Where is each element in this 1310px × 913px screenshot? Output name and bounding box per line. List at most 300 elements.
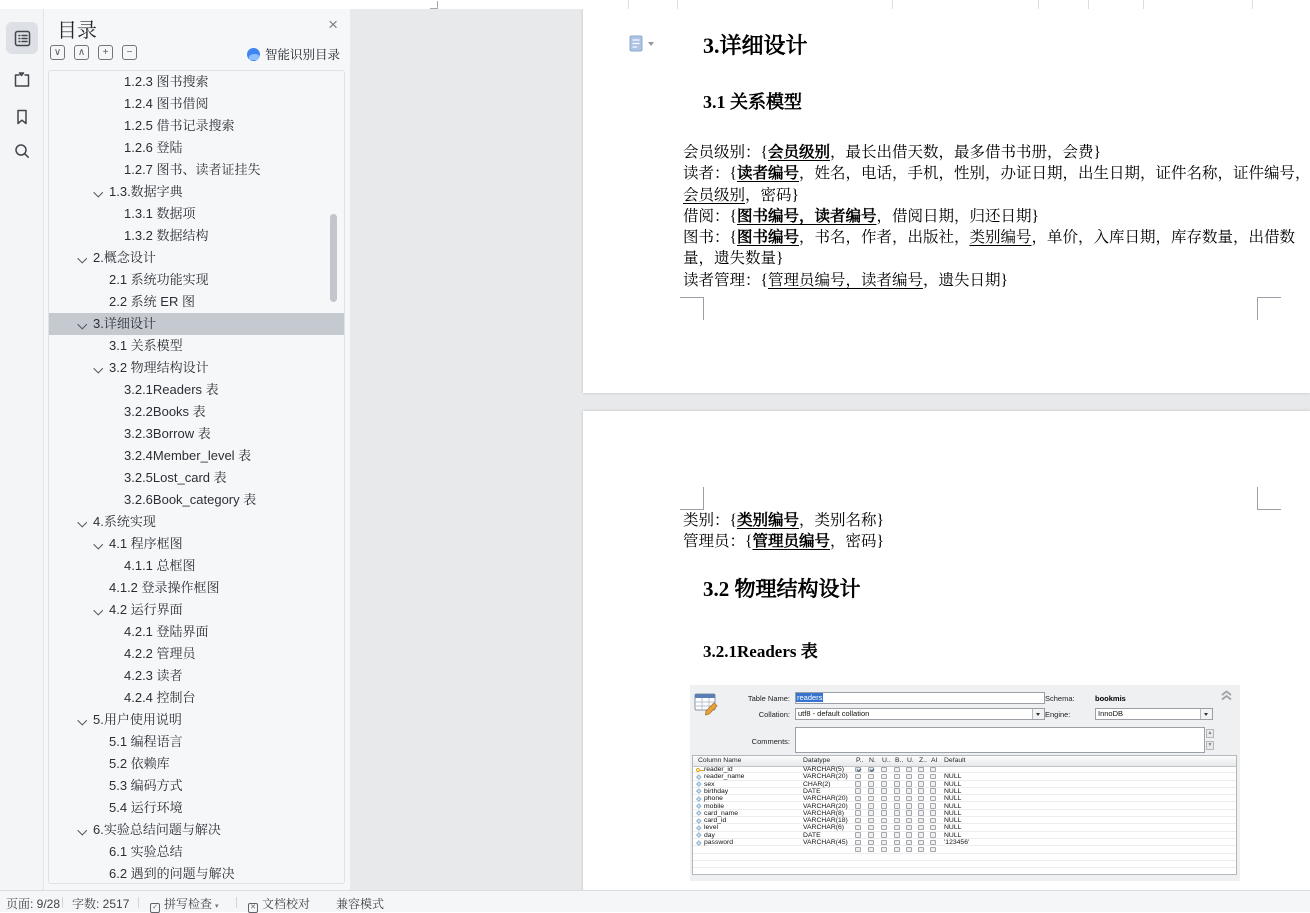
grid-cell-name: phone — [704, 795, 723, 803]
toc-item-label: 3.2.3Borrow 表 — [124, 426, 211, 441]
column-diamond-icon — [696, 818, 701, 823]
relation-model-paragraph-2 — [683, 510, 884, 553]
grid-cell-datatype: VARCHAR(8) — [803, 809, 845, 817]
scroll-down-icon: ▼ — [1207, 742, 1213, 748]
toc-item-label: 5.4 运行环境 — [109, 800, 183, 815]
collation-dropdown: utf8 - default collation — [795, 708, 1045, 720]
grid-checkbox — [906, 810, 912, 816]
workbench-screenshot-image[interactable] — [690, 685, 1240, 881]
ribbon-separator — [677, 0, 678, 9]
ribbon-separator — [1088, 0, 1089, 9]
toc-item[interactable] — [49, 71, 344, 93]
bookmark-panel-button[interactable] — [6, 101, 38, 133]
toc-item-label: 1.3.1 数据项 — [124, 206, 196, 221]
grid-checkbox — [881, 810, 887, 816]
doc-proof-icon: ✕ — [248, 903, 258, 913]
grid-row — [693, 846, 1236, 853]
toc-item-label: 2.1 系统功能实现 — [109, 272, 209, 287]
grid-checkbox — [855, 810, 861, 816]
text-boundary-mark — [680, 487, 704, 510]
toc-item[interactable] — [49, 335, 344, 357]
grid-checkbox — [918, 840, 924, 846]
toc-item-label: 6.1 实验总结 — [109, 844, 183, 859]
caret-down-icon: ▾ — [215, 903, 219, 910]
grid-header-cell: Default — [944, 757, 966, 764]
toc-item-label: 5.2 依赖库 — [109, 756, 170, 771]
grid-row — [693, 803, 1236, 810]
caret-down-icon — [648, 42, 654, 46]
grid-checkbox — [918, 788, 924, 794]
grid-checkbox — [906, 847, 912, 853]
grid-checkbox — [868, 767, 874, 773]
toc-item[interactable] — [49, 489, 344, 511]
grid-checkbox — [906, 832, 912, 838]
grid-checkbox — [881, 847, 887, 853]
grid-checkbox — [930, 781, 936, 787]
toc-item[interactable] — [49, 247, 344, 269]
grid-checkbox — [881, 825, 887, 831]
grid-checkbox — [868, 803, 874, 809]
toc-item[interactable] — [49, 159, 344, 181]
grid-cell-default: NULL — [944, 817, 962, 825]
grid-checkbox — [894, 847, 900, 853]
grid-cell-datatype: CHAR(2) — [803, 780, 831, 788]
grid-cell-name: password — [704, 839, 734, 846]
text-line: 读者：{读者编号，姓名，电话，手机，性别，办证日期，出生日期，证件名称，证件编号， — [683, 165, 1310, 183]
toc-item[interactable] — [49, 445, 344, 467]
grid-checkbox — [906, 803, 912, 809]
toc-item-label: 5.用户使用说明 — [93, 712, 182, 727]
column-diamond-icon — [696, 811, 701, 816]
toc-item[interactable] — [49, 533, 344, 555]
grid-cell-default: NULL — [944, 795, 962, 803]
grid-checkbox — [918, 781, 924, 787]
page-indicator: 页面: 9/28 — [6, 897, 61, 911]
grid-checkbox — [868, 840, 874, 846]
grid-checkbox — [906, 767, 912, 773]
grid-cell-name: reader_id — [704, 766, 733, 773]
column-diamond-icon — [696, 832, 701, 837]
heading-anchor-button[interactable] — [629, 35, 659, 53]
toc-item-label: 3.详细设计 — [93, 316, 156, 331]
doc-proof-button[interactable]: ✕ 文档校对 — [248, 895, 310, 912]
grid-checkbox — [894, 788, 900, 794]
grid-cell-name: mobile — [704, 802, 725, 810]
text-line: 图书：{图书编号，书名，作者，出版社，类别编号，单价，入库日期，库存数量，出借数 — [683, 229, 1296, 247]
toc-item-label: 5.1 编程语言 — [109, 734, 183, 749]
grid-row — [693, 810, 1236, 817]
grid-checkbox — [918, 825, 924, 831]
toc-item[interactable] — [49, 819, 344, 841]
ruler-corner-mark — [430, 1, 438, 9]
grid-checkbox — [930, 767, 936, 773]
toc-item[interactable] — [49, 93, 344, 115]
grid-checkbox — [918, 774, 924, 780]
toc-item[interactable] — [49, 775, 344, 797]
toc-item-label: 1.2.3 图书搜索 — [124, 74, 209, 89]
toc-item[interactable] — [49, 203, 344, 225]
toc-item-label: 3.2.2Books 表 — [124, 404, 206, 419]
toc-item-label: 2.概念设计 — [93, 250, 156, 265]
toc-item-label: 4.1.2 登录操作框图 — [109, 580, 220, 595]
document-workspace — [350, 9, 1310, 906]
grid-checkbox — [930, 796, 936, 802]
toc-item-label: 6.实验总结问题与解决 — [93, 822, 221, 837]
bookmark-icon — [13, 108, 31, 126]
text-line: 量，遗失数量} — [683, 250, 784, 268]
grid-checkbox — [918, 767, 924, 773]
toc-item[interactable] — [49, 731, 344, 753]
grid-checkbox — [918, 832, 924, 838]
toc-item[interactable] — [49, 115, 344, 137]
grid-cell-default: NULL — [944, 780, 962, 788]
grid-cell-name: reader_name — [704, 773, 745, 781]
grid-header-cell: U. — [907, 757, 914, 764]
chevron-down-icon[interactable] — [78, 518, 87, 527]
grid-checkbox — [906, 781, 912, 787]
text-line: 借阅：{图书编号，读者编号，借阅日期，归还日期} — [683, 207, 1039, 225]
grid-cell-default: NULL — [944, 773, 962, 781]
engine-label: Engine: — [1045, 710, 1071, 719]
toc-item-label: 4.2 运行界面 — [109, 602, 183, 617]
grid-cell-datatype: VARCHAR(20) — [803, 802, 848, 810]
chevron-down-icon[interactable] — [94, 540, 103, 549]
table-name-label: Table Name: — [747, 694, 790, 703]
grid-checkbox — [894, 767, 900, 773]
status-bar — [0, 890, 1310, 912]
toc-item-label: 3.2.6Book_category 表 — [124, 492, 257, 507]
toc-item-label: 3.2 物理结构设计 — [109, 360, 209, 375]
grid-row — [693, 795, 1236, 802]
grid-cell-name: birthday — [704, 787, 729, 795]
grid-cell-name: card_id — [704, 817, 727, 825]
comments-textarea — [795, 727, 1205, 753]
toc-item-label: 1.3.2 数据结构 — [124, 228, 209, 243]
word-count: 字数: 2517 — [72, 897, 130, 911]
toc-item[interactable] — [49, 181, 344, 203]
grid-checkbox — [894, 840, 900, 846]
comments-label: Comments: — [751, 737, 790, 746]
schema-label: Schema: — [1045, 694, 1075, 703]
grid-checkbox — [906, 774, 912, 780]
grid-checkbox — [894, 803, 900, 809]
grid-row — [693, 868, 1236, 875]
grid-header-cell: Datatype — [803, 757, 831, 764]
grid-checkbox — [930, 847, 936, 853]
toc-item[interactable] — [49, 379, 344, 401]
grid-checkbox — [906, 825, 912, 831]
grid-checkbox — [855, 767, 861, 773]
expand-next-button[interactable]: ∨ — [50, 45, 65, 60]
chevron-down-icon[interactable] — [78, 320, 87, 329]
grid-checkbox — [894, 825, 900, 831]
grid-checkbox — [881, 818, 887, 824]
toc-item[interactable] — [49, 687, 344, 709]
grid-row — [693, 861, 1236, 868]
grid-row — [693, 824, 1236, 831]
grid-checkbox — [918, 818, 924, 824]
grid-cell-default: NULL — [944, 831, 962, 839]
toc-item-label: 3.1 关系模型 — [109, 338, 183, 353]
ribbon-separator — [1143, 0, 1144, 9]
grid-row — [693, 788, 1236, 795]
grid-header-cell: AI — [931, 757, 938, 764]
grid-checkbox — [906, 788, 912, 794]
grid-row — [693, 817, 1236, 824]
chevron-down-icon[interactable] — [78, 254, 87, 263]
toc-item-label: 3.2.1Readers 表 — [124, 382, 219, 397]
grid-checkbox — [868, 847, 874, 853]
grid-cell-default: NULL — [944, 802, 962, 810]
grid-checkbox — [930, 810, 936, 816]
spell-check-button[interactable]: ✓ 拼写检查 ▾ — [150, 895, 219, 912]
grid-checkbox — [855, 825, 861, 831]
toc-item[interactable] — [49, 137, 344, 159]
grid-cell-datatype: VARCHAR(45) — [803, 839, 848, 846]
search-panel-button[interactable] — [6, 135, 38, 167]
primary-key-icon — [696, 768, 700, 772]
grid-checkbox — [930, 818, 936, 824]
grid-checkbox — [868, 825, 874, 831]
grid-cell-datatype: VARCHAR(5) — [803, 766, 845, 773]
collapse-all-button[interactable]: − — [122, 45, 137, 60]
chevron-down-icon[interactable] — [78, 716, 87, 725]
grid-cell-default: NULL — [944, 824, 962, 832]
toc-item[interactable] — [49, 753, 344, 775]
grid-checkbox — [894, 832, 900, 838]
toc-item-label: 4.2.1 登陆界面 — [124, 624, 209, 639]
column-diamond-icon — [696, 789, 701, 794]
grid-checkbox — [930, 832, 936, 838]
chevron-down-icon[interactable] — [94, 364, 103, 373]
grid-checkbox — [881, 774, 887, 780]
schema-value: bookmis — [1095, 694, 1126, 703]
dropdown-arrow-icon — [1032, 709, 1044, 719]
grid-checkbox — [906, 796, 912, 802]
grid-header-cell: N. — [869, 757, 876, 764]
column-diamond-icon — [696, 825, 701, 830]
toc-sidebar — [44, 9, 350, 890]
toc-item[interactable] — [49, 269, 344, 291]
grid-cell-datatype: VARCHAR(18) — [803, 817, 848, 825]
toc-item[interactable] — [49, 401, 344, 423]
chevron-down-icon[interactable] — [78, 826, 87, 835]
toc-item[interactable] — [49, 313, 344, 335]
toc-scrollbar-thumb[interactable] — [330, 214, 337, 302]
grid-checkbox — [881, 803, 887, 809]
relation-model-paragraph — [683, 142, 1310, 291]
grid-checkbox — [881, 840, 887, 846]
grid-checkbox — [855, 818, 861, 824]
grid-checkbox — [881, 832, 887, 838]
grid-checkbox — [894, 818, 900, 824]
grid-row — [693, 781, 1236, 788]
toc-panel-button[interactable] — [6, 22, 38, 54]
grid-checkbox — [868, 788, 874, 794]
grid-checkbox — [930, 803, 936, 809]
column-diamond-icon — [696, 840, 701, 845]
toc-item[interactable] — [49, 225, 344, 247]
text-line: 会员级别：{会员级别，最长出借天数，最多借书书册，会费} — [683, 144, 1101, 161]
toc-item[interactable] — [49, 357, 344, 379]
toc-item-label: 1.3.数据字典 — [109, 184, 183, 199]
toc-item-label: 4.2.4 控制台 — [124, 690, 196, 705]
grid-cell-datatype: VARCHAR(20) — [803, 795, 848, 803]
grid-checkbox — [930, 840, 936, 846]
toc-item-label: 1.2.7 图书、读者证挂失 — [124, 162, 261, 177]
grid-checkbox — [894, 774, 900, 780]
grid-header-cell: Z.. — [919, 757, 927, 764]
text-line: 读者管理：{管理员编号，读者编号，遗失日期} — [683, 271, 1008, 289]
grid-checkbox — [868, 832, 874, 838]
chapter-nav-button[interactable] — [6, 64, 38, 96]
grid-checkbox — [930, 825, 936, 831]
compat-mode-label: 兼容模式 — [336, 897, 385, 911]
chapter-flag-icon — [12, 70, 32, 90]
grid-checkbox — [906, 840, 912, 846]
grid-cell-datatype: DATE — [803, 831, 821, 839]
grid-checkbox — [918, 796, 924, 802]
grid-checkbox — [855, 803, 861, 809]
grid-row — [693, 854, 1236, 861]
ribbon-separator — [1252, 0, 1253, 9]
grid-row — [693, 766, 1236, 773]
engine-dropdown: InnoDB — [1095, 708, 1213, 720]
grid-checkbox — [894, 810, 900, 816]
table-name-input — [795, 692, 1045, 704]
spell-check-icon: ✓ — [150, 903, 160, 913]
grid-cell-name: sex — [704, 780, 715, 788]
text-line: 会员级别，密码} — [683, 186, 799, 204]
chevron-down-icon[interactable] — [94, 188, 103, 197]
grid-checkbox — [918, 803, 924, 809]
grid-checkbox — [868, 781, 874, 787]
collapse-prev-button[interactable]: ∧ — [74, 45, 89, 60]
expand-all-button[interactable]: + — [98, 45, 113, 60]
toc-item[interactable] — [49, 511, 344, 533]
grid-header-cell: Column Name — [698, 757, 742, 764]
toc-item[interactable] — [49, 841, 344, 863]
toc-item[interactable] — [49, 423, 344, 445]
smart-toc-icon — [247, 48, 260, 61]
grid-cell-name: card_name — [704, 809, 739, 817]
text-boundary-mark — [1257, 487, 1281, 510]
collapse-panel-icon — [1220, 690, 1233, 701]
toc-item[interactable] — [49, 577, 344, 599]
toc-item[interactable] — [49, 621, 344, 643]
ribbon-bottom-strip — [0, 0, 1310, 9]
toc-item[interactable] — [49, 863, 344, 884]
grid-checkbox — [906, 818, 912, 824]
text-line: 类别：{类别编号，类别名称} — [683, 512, 884, 529]
column-diamond-icon — [696, 781, 701, 786]
grid-header-cell: U.. — [882, 757, 891, 764]
grid-header-cell: B.. — [895, 757, 904, 764]
toc-item-label: 5.3 编码方式 — [109, 778, 183, 793]
grid-cell-datatype: DATE — [803, 787, 821, 795]
smart-toc-label: 智能识别目录 — [264, 48, 340, 62]
toc-panel-title: 目录 — [57, 20, 97, 42]
dropdown-arrow-icon — [1200, 709, 1212, 719]
toc-item[interactable] — [49, 467, 344, 489]
text-boundary-mark — [680, 297, 704, 320]
text-line: 管理员：{管理员编号，密码} — [683, 533, 884, 551]
toc-item-label: 4.1.1 总框图 — [124, 558, 196, 573]
grid-checkbox — [918, 810, 924, 816]
toc-item-label: 1.2.5 借书记录搜索 — [124, 118, 235, 133]
grid-checkbox — [868, 810, 874, 816]
ribbon-separator — [892, 0, 893, 9]
table-name-value: readers — [797, 693, 823, 702]
toc-item[interactable] — [49, 709, 344, 731]
grid-row — [693, 839, 1236, 846]
toc-item[interactable] — [49, 291, 344, 313]
grid-checkbox — [930, 788, 936, 794]
toc-list — [48, 70, 345, 884]
toc-item-label: 4.2.3 读者 — [124, 668, 183, 683]
grid-cell-default: NULL — [944, 787, 962, 795]
grid-checkbox — [855, 788, 861, 794]
toc-item-label: 3.2.5Lost_card 表 — [124, 470, 227, 485]
text-boundary-mark — [1257, 297, 1281, 320]
grid-cell-name: level — [704, 824, 718, 832]
grid-header-cell: P.. — [856, 757, 864, 764]
toc-item-label: 3.2.4Member_level 表 — [124, 448, 252, 463]
grid-checkbox — [855, 840, 861, 846]
chevron-down-icon[interactable] — [94, 606, 103, 615]
toc-icon — [13, 29, 32, 48]
document-page-2 — [583, 411, 1310, 906]
toc-item[interactable] — [49, 555, 344, 577]
toc-item[interactable] — [49, 599, 344, 621]
heading-3-2-1: 3.2.1Readers 表 — [703, 642, 818, 661]
heading-3-1: 3.1 关系模型 — [703, 92, 802, 112]
search-icon — [13, 142, 31, 160]
close-icon[interactable]: × — [328, 15, 338, 34]
toc-item[interactable] — [49, 665, 344, 687]
grid-checkbox — [881, 796, 887, 802]
column-diamond-icon — [696, 774, 701, 779]
scroll-up-icon: ▲ — [1207, 730, 1213, 736]
sidebar-icon-rail — [0, 9, 44, 890]
toc-item-label: 1.2.6 登陆 — [124, 140, 183, 155]
ribbon-separator — [1038, 0, 1039, 9]
column-diamond-icon — [696, 796, 701, 801]
grid-checkbox — [881, 767, 887, 773]
toc-item-label: 6.2 遇到的问题与解决 — [109, 866, 235, 881]
grid-cell-name: day — [704, 831, 715, 839]
toc-item[interactable] — [49, 643, 344, 665]
grid-cell-datatype: VARCHAR(20) — [803, 773, 848, 781]
grid-checkbox — [894, 796, 900, 802]
grid-checkbox — [855, 774, 861, 780]
grid-row — [693, 773, 1236, 780]
grid-checkbox — [855, 781, 861, 787]
ribbon-separator — [628, 0, 629, 9]
toc-item-label: 4.1 程序框图 — [109, 536, 183, 551]
smart-toc-button[interactable] — [247, 45, 340, 63]
toc-item[interactable] — [49, 797, 344, 819]
heading-3-2: 3.2 物理结构设计 — [703, 577, 861, 601]
toc-item-label: 1.2.4 图书借阅 — [124, 96, 209, 111]
grid-checkbox — [918, 847, 924, 853]
grid-checkbox — [868, 796, 874, 802]
grid-checkbox — [894, 781, 900, 787]
document-page-1 — [583, 9, 1310, 393]
toc-item-label: 4.系统实现 — [93, 514, 156, 529]
grid-checkbox — [855, 847, 861, 853]
grid-checkbox — [930, 774, 936, 780]
